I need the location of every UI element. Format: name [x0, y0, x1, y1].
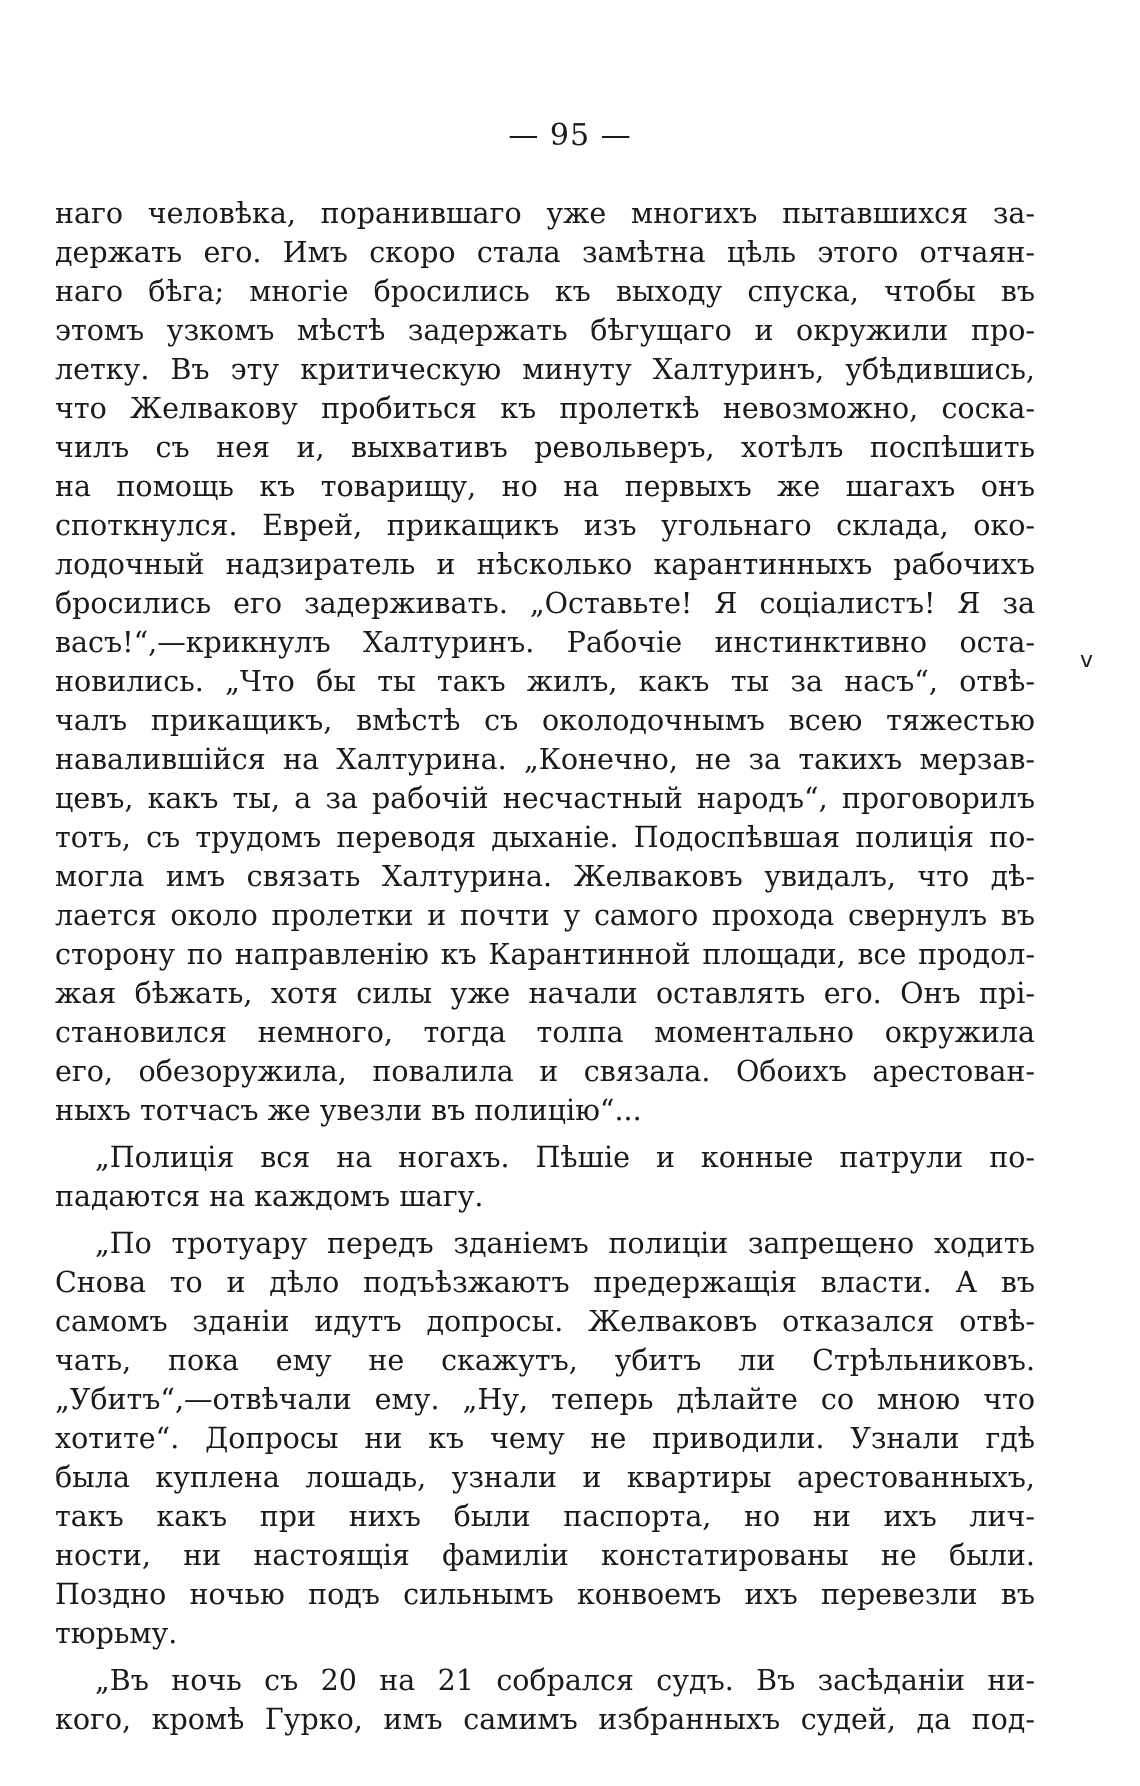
text-line: чать, пока ему не скажутъ, убитъ ли Стрѣльниковъ.	[55, 1344, 1035, 1377]
text-line: „По тротуару передъ зданіемъ полиціи запрещено ходить	[95, 1227, 1035, 1260]
text-line: тюрьму.	[55, 1617, 178, 1650]
text-line: лодочный надзиратель и нѣсколько карантинныхъ рабочихъ	[55, 548, 1035, 581]
text-line: на помощь къ товарищу, но на первыхъ же шагахъ онъ	[55, 470, 1035, 503]
text-line: споткнулся. Еврей, прикащикъ изъ угольнаго склада, око-	[55, 509, 1035, 542]
paragraph	[55, 1138, 1035, 1216]
text-line: падаются на каждомъ шагу.	[55, 1180, 484, 1213]
text-line: бросились его задерживать. „Оставьте! Я соціалистъ! Я за	[55, 587, 1035, 620]
text-line: „Въ ночь съ 20 на 21 собрался судъ. Въ засѣданіи ни-	[95, 1664, 1035, 1697]
page-number: — 95 —	[508, 118, 632, 153]
text-line: ныхъ тотчасъ же увезли въ полицію“...	[55, 1094, 642, 1127]
paragraph	[55, 1661, 1035, 1739]
text-line: летку. Въ эту критическую минуту Халтуринъ, убѣдившись,	[55, 353, 1035, 386]
text-line: новились. „Что бы ты такъ жилъ, какъ ты за насъ“, отвѣ-	[55, 665, 1035, 698]
text-line: васъ!“,—крикнулъ Халтуринъ. Рабочіе инстинктивно оста-	[55, 626, 1035, 659]
text-line: чалъ прикащикъ, вмѣстѣ съ околодочнымъ всею тяжестью	[55, 704, 1035, 737]
text-line: его, обезоружила, повалила и связала. Обоихъ арестован-	[55, 1055, 1035, 1088]
text-line: чилъ съ нея и, выхвативъ револьверъ, хотѣлъ поспѣшить	[55, 431, 1035, 464]
text-line: самомъ зданіи идутъ допросы. Желваковъ отказался отвѣ-	[55, 1305, 1035, 1338]
text-line: навалившійся на Халтурина. „Конечно, не за такихъ мерзав-	[55, 743, 1035, 776]
paragraph	[55, 194, 1035, 1130]
text-line: могла имъ связать Халтурина. Желваковъ увидалъ, что дѣ-	[55, 860, 1035, 893]
text-line: Поздно ночью подъ сильнымъ конвоемъ ихъ перевезли въ	[55, 1578, 1035, 1611]
text-line: сторону по направленію къ Карантинной площади, все продол-	[55, 938, 1035, 971]
text-line: хотите“. Допросы ни къ чему не приводили. Узнали гдѣ	[55, 1422, 1035, 1455]
text-line: „Полиція вся на ногахъ. Пѣшіе и конные патрули по-	[95, 1141, 1035, 1174]
text-line: „Убитъ“,—отвѣчали ему. „Ну, теперь дѣлайте со мною что	[55, 1383, 1035, 1416]
text-line: наго бѣга; многіе бросились къ выходу спуска, чтобы въ	[55, 275, 1035, 308]
text-line: этомъ узкомъ мѣстѣ задержать бѣгущаго и окружили про-	[55, 314, 1035, 347]
margin-mark: v	[1080, 648, 1094, 673]
paragraph	[55, 1224, 1035, 1653]
text-line: наго человѣка, поранившаго уже многихъ пытавшихся за-	[55, 197, 1035, 230]
text-line: лается около пролетки и почти у самого прохода свернулъ въ	[55, 899, 1035, 932]
text-line: кого, кромѣ Гурко, имъ самимъ избранныхъ судей, да под-	[55, 1703, 1035, 1736]
body-text	[55, 194, 1035, 1739]
text-line: была куплена лошадь, узнали и квартиры арестованныхъ,	[55, 1461, 1035, 1494]
text-line: тотъ, съ трудомъ переводя дыханіе. Подоспѣвшая полиція по-	[55, 821, 1035, 854]
text-line: ности, ни настоящія фамиліи констатированы не были.	[55, 1539, 1035, 1572]
text-line: Снова то и дѣло подъѣзжаютъ предержащія власти. А въ	[55, 1266, 1035, 1299]
text-line: становился немного, тогда толпа моментально окружила	[55, 1016, 1035, 1049]
text-line: что Желвакову пробиться къ пролеткѣ невозможно, соска-	[55, 392, 1035, 425]
text-line: цевъ, какъ ты, а за рабочій несчастный народъ“, проговорилъ	[55, 782, 1035, 815]
text-line: такъ какъ при нихъ были паспорта, но ни ихъ лич-	[55, 1500, 1035, 1533]
text-line: держать его. Имъ скоро стала замѣтна цѣль этого отчаян-	[55, 236, 1035, 269]
text-line: жая бѣжать, хотя силы уже начали оставлять его. Онъ прі-	[55, 977, 1035, 1010]
